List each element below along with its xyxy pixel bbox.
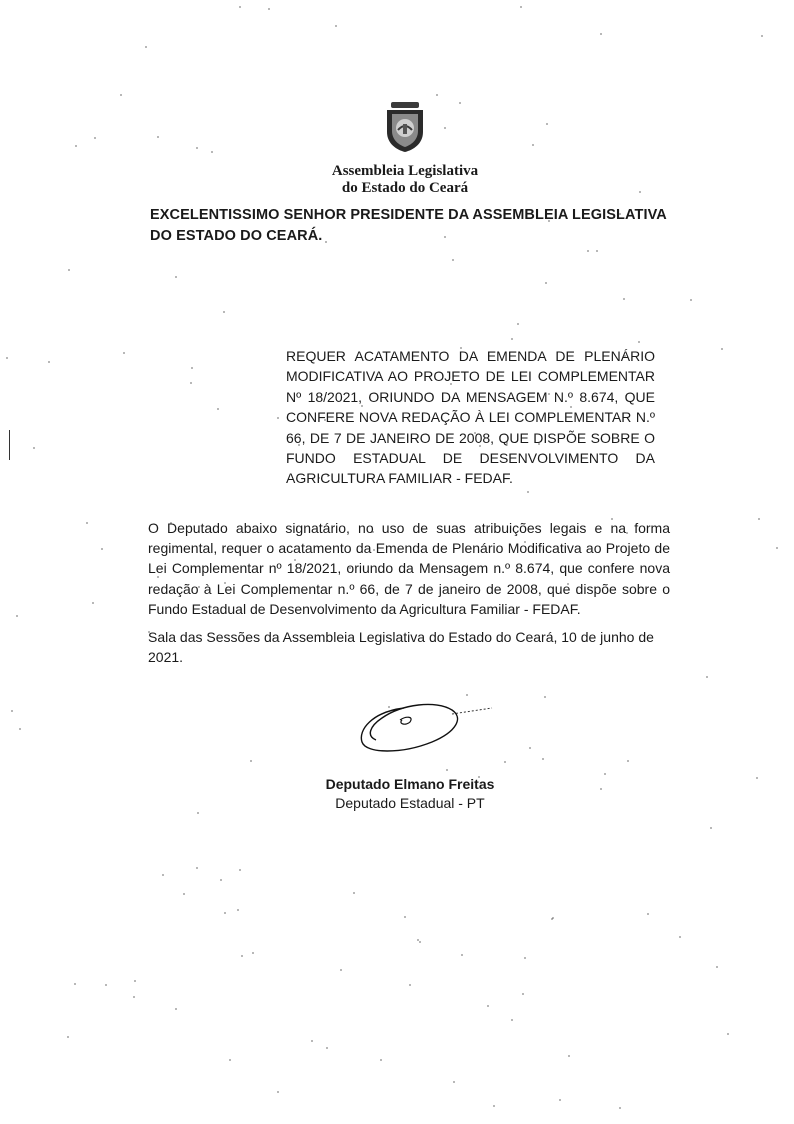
scan-speck — [679, 936, 681, 938]
scan-speck — [623, 298, 625, 300]
scan-speck — [157, 136, 159, 138]
scan-speck — [706, 676, 708, 678]
scan-speck — [196, 867, 198, 869]
scan-speck — [105, 984, 107, 986]
scan-speck — [419, 941, 421, 943]
scan-speck — [92, 602, 94, 604]
scan-speck — [466, 694, 468, 696]
scan-speck — [761, 35, 763, 37]
scan-speck — [197, 812, 199, 814]
scan-speck — [587, 250, 589, 252]
scan-speck — [716, 966, 718, 968]
scan-speck — [175, 1008, 177, 1010]
request-paragraph: O Deputado abaixo signatário, no uso de suas atribuições legais e na forma regimental, requer o acatamento da Emenda de Plenário Modificativa ao Projeto de Lei Complementar nº 18/2021, oriundo da Mensagem n.º 8.674, que confere nova redação à Lei Complementar n.º 66, de 7 de janeiro de 2008, que dispõe sobre o Fundo Estadual de Desenvolvimento da Agricultura Familiar - FEDAF. — [148, 520, 670, 617]
scan-speck — [94, 137, 96, 139]
scan-speck — [6, 357, 8, 359]
scan-speck — [224, 912, 226, 914]
scan-speck — [409, 984, 411, 986]
scan-speck — [86, 522, 88, 524]
scan-speck — [721, 348, 723, 350]
scan-speck — [380, 1059, 382, 1061]
scan-speck — [220, 879, 222, 881]
scan-speck — [74, 983, 76, 985]
scan-speck — [223, 311, 225, 313]
scan-speck — [277, 1091, 279, 1093]
scan-speck — [190, 382, 192, 384]
scan-speck — [511, 338, 513, 340]
scan-speck — [239, 6, 241, 8]
scan-speck — [559, 1099, 561, 1101]
signer-role: Deputado Estadual - PT — [335, 795, 485, 811]
scan-speck — [404, 916, 406, 918]
ementa-summary: REQUER ACATAMENTO DA EMENDA DE PLENÁRIO MODIFICATIVA AO PROJETO DE LEI COMPLEMENTAR Nº 18/2021, ORIUNDO DA MENSAGEM N.º 8.674, QUE CONFERE NOVA REDAÇÃO À LEI COMPLEMENTAR N.º 66, DE 7 DE JANEIRO DE 2008, QUE DISPÕE SOBRE O FUNDO ESTADUAL DE DESENVOLVIMENTO DA AGRICULTURA FAMILIAR - FEDAF. — [286, 348, 655, 487]
scan-speck — [493, 1105, 495, 1107]
scan-speck — [311, 1040, 313, 1042]
scan-speck — [545, 282, 547, 284]
scan-speck — [436, 94, 438, 96]
scan-speck — [511, 1019, 513, 1021]
coat-of-arms-icon — [383, 100, 427, 154]
scan-speck — [532, 144, 534, 146]
scan-speck — [101, 548, 103, 550]
scan-speck — [552, 917, 554, 919]
scan-speck — [11, 710, 13, 712]
scan-speck — [600, 33, 602, 35]
scan-speck — [639, 191, 641, 193]
scan-speck — [211, 151, 213, 153]
scan-speck — [727, 1033, 729, 1035]
closing-paragraph: Sala das Sessões da Assembleia Legislativa do Estado do Ceará, 10 de junho de 2021. — [148, 629, 654, 666]
scan-speck — [183, 893, 185, 895]
scan-speck — [568, 1055, 570, 1057]
scan-speck — [239, 869, 241, 871]
scan-speck — [756, 777, 758, 779]
scan-speck — [627, 760, 629, 762]
scan-speck — [145, 46, 147, 48]
scan-speck — [604, 773, 606, 775]
scan-speck — [237, 909, 239, 911]
scan-speck — [75, 145, 77, 147]
scan-speck — [504, 761, 506, 763]
scan-speck — [191, 367, 193, 369]
scan-speck — [517, 323, 519, 325]
scan-speck — [48, 361, 50, 363]
addressee-line2: DO ESTADO DO CEARÁ. — [150, 228, 323, 244]
scan-speck — [527, 491, 529, 493]
scan-speck — [340, 969, 342, 971]
scan-speck — [596, 250, 598, 252]
scan-speck — [241, 955, 243, 957]
scan-speck — [277, 417, 279, 419]
scan-speck — [522, 993, 524, 995]
scan-speck — [133, 996, 135, 998]
signer-name: Deputado Elmano Freitas — [325, 776, 495, 792]
scan-speck — [67, 1036, 69, 1038]
addressee-line1: EXCELENTISSIMO SENHOR PRESIDENTE DA ASSEMBLEIA LEGISLATIVA — [150, 207, 667, 223]
addressee — [150, 205, 670, 247]
scan-speck — [229, 1059, 231, 1061]
scan-speck — [600, 788, 602, 790]
scan-speck — [461, 954, 463, 956]
scan-speck — [175, 276, 177, 278]
scan-speck — [444, 127, 446, 129]
scan-speck — [520, 6, 522, 8]
scan-speck — [268, 8, 270, 10]
scan-speck — [453, 1081, 455, 1083]
institution-name-line1: Assembleia Legislativa — [331, 163, 479, 179]
scan-speck — [776, 547, 778, 549]
scan-speck — [353, 892, 355, 894]
scan-speck — [452, 259, 454, 261]
scan-speck — [529, 747, 531, 749]
scan-speck — [252, 952, 254, 954]
scan-speck — [196, 147, 198, 149]
scan-speck — [16, 615, 18, 617]
scan-speck — [544, 696, 546, 698]
scan-speck — [326, 1047, 328, 1049]
scan-speck — [638, 341, 640, 343]
scan-speck — [134, 980, 136, 982]
scan-speck — [446, 769, 448, 771]
signature-scribble — [352, 698, 497, 760]
scan-speck — [542, 758, 544, 760]
scan-speck — [619, 1107, 621, 1109]
scan-speck — [120, 94, 122, 96]
scan-speck — [162, 874, 164, 876]
scan-speck — [487, 1005, 489, 1007]
scan-speck — [68, 269, 70, 271]
scan-speck — [217, 408, 219, 410]
scan-speck — [546, 123, 548, 125]
scan-speck — [459, 102, 461, 104]
scan-speck — [524, 957, 526, 959]
scan-speck — [335, 25, 337, 27]
scan-speck — [19, 728, 21, 730]
scan-speck — [690, 299, 692, 301]
institution-name-line2: do Estado do Ceará — [341, 180, 469, 196]
scan-edge-mark — [9, 430, 10, 460]
scan-speck — [250, 760, 252, 762]
scan-speck — [758, 518, 760, 520]
scan-speck — [123, 352, 125, 354]
scan-speck — [33, 447, 35, 449]
scan-speck — [647, 913, 649, 915]
scan-speck — [710, 827, 712, 829]
